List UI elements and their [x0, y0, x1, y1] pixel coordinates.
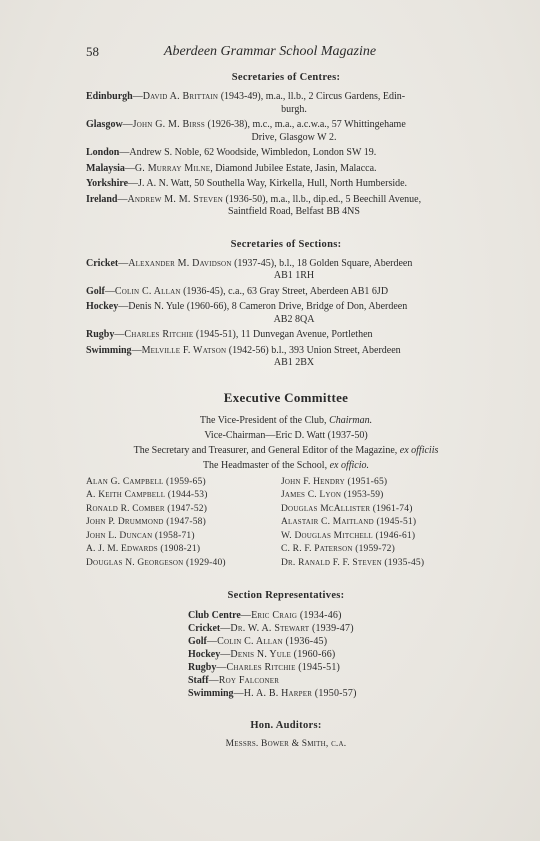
list-item — [86, 345, 486, 370]
list-item — [86, 119, 486, 144]
entry-details: Andrew S. Noble, 62 Woodside, Wimbledon, London SW 19. — [129, 147, 377, 158]
officer-role: Chairman. — [329, 414, 373, 426]
list-item — [86, 194, 486, 219]
officer-text: Vice-Chairman—Eric D. Watt (1937-50) — [204, 429, 368, 441]
officer-role: ex officiis — [399, 444, 439, 456]
rep-section: Swimming — [188, 688, 234, 699]
entry-dash: — — [122, 119, 133, 130]
entry-name: David A. Brittain — [142, 91, 219, 102]
committee-column-right — [281, 476, 486, 571]
entry-place: Golf — [86, 285, 105, 297]
entry-details: (1936-50), m.a., ll.b., dip.ed., 5 Beechill Avenue, — [222, 193, 422, 205]
rep-name: —Denis N. Yule (1960-66) — [220, 649, 336, 660]
entry-dash: — — [118, 301, 129, 312]
entry-place: Rugby — [86, 329, 115, 340]
sections-section — [86, 239, 486, 370]
entry-details: (1937-45), b.l., 18 Golden Square, Aberdeen — [231, 257, 413, 269]
rep-section: Cricket — [188, 623, 221, 634]
sections-list — [86, 258, 486, 370]
rep-name: —Roy Falconer — [208, 675, 280, 686]
rep-name: —Eric Craig (1934-46) — [240, 610, 342, 621]
entry-place: Edinburgh — [86, 91, 133, 102]
representatives-heading: Section Representatives: — [227, 590, 345, 601]
officer-text: The Headmaster of the School, — [202, 459, 330, 471]
officer-role: ex officio. — [329, 459, 370, 471]
entry-dash: — — [131, 344, 142, 356]
auditors-heading: Hon. Auditors: — [250, 720, 322, 731]
officer-line — [86, 444, 486, 457]
committee-member: W. Douglas Mitchell (1946-61) — [281, 530, 416, 541]
representatives-section — [86, 590, 486, 700]
entry-continuation: Drive, Glasgow W 2. — [251, 131, 337, 143]
rep-name: —Charles Ritchie (1945-51) — [216, 662, 341, 673]
executive-officers — [86, 414, 486, 472]
list-item — [188, 635, 486, 648]
entry-details: (1926-38), m.c., m.a., a.c.w.a., 57 Whittingehame — [205, 119, 406, 130]
committee-member: John P. Drummond (1947-58) — [86, 517, 206, 527]
list-item — [86, 178, 486, 191]
entry-name: Melville F. Watson — [141, 344, 227, 356]
entry-place: Malaysia — [86, 162, 125, 174]
committee-member: C. R. F. Paterson (1959-72) — [281, 544, 395, 554]
entry-dash: — — [104, 285, 115, 297]
rep-section: Rugby — [188, 662, 217, 673]
entry-continuation: AB2 8QA — [273, 313, 315, 325]
officer-line — [86, 429, 486, 442]
centres-section — [86, 72, 486, 219]
entry-details: (1945-51), 11 Dunvegan Avenue, Portlethen — [193, 329, 373, 340]
entry-details: J. A. N. Watt, 50 Southella Way, Kirkella, Hull, North Humberside. — [138, 178, 408, 189]
entry-name: G. Murray Milne — [134, 162, 211, 174]
entry-continuation: Saintfield Road, Belfast BB 4NS — [228, 206, 360, 217]
entry-details: (1943-49), m.a., ll.b., 2 Circus Gardens, Edin- — [218, 91, 406, 102]
executive-heading: Executive Committee — [223, 389, 349, 405]
sections-heading: Secretaries of Sections: — [230, 238, 342, 250]
page-content — [86, 72, 486, 769]
auditors-name: Messrs. Bower & Smith, c.a. — [225, 739, 347, 749]
committee-member: James C. Lyon (1953-59) — [281, 490, 384, 500]
rep-section: Golf — [188, 636, 207, 647]
entry-place: Yorkshire — [86, 178, 129, 189]
auditors-section — [86, 720, 486, 749]
committee-member: John L. Duncan (1958-71) — [86, 530, 195, 541]
entry-place: Cricket — [86, 257, 119, 269]
entry-name: Colin C. Allan — [114, 285, 181, 297]
list-item — [86, 286, 486, 299]
entry-details: (1936-45), c.a., 63 Gray Street, Aberdeen AB1 6JD — [180, 285, 389, 297]
list-item — [188, 687, 486, 700]
list-item — [188, 648, 486, 661]
committee-member: A. J. M. Edwards (1908-21) — [86, 544, 201, 554]
entry-continuation: AB1 2BX — [273, 357, 315, 368]
rep-section: Staff — [188, 675, 209, 686]
list-item — [188, 609, 486, 622]
list-item — [86, 329, 486, 342]
entry-dash: — — [114, 329, 125, 340]
entry-dash: — — [118, 257, 129, 269]
entry-continuation: AB1 1RH — [273, 270, 315, 281]
entry-name: Andrew M. M. Steven — [127, 193, 223, 205]
entry-name: John G. M. Birss — [132, 119, 205, 130]
officer-line — [86, 414, 486, 427]
representatives-list — [86, 609, 486, 700]
list-item — [188, 661, 486, 674]
list-item — [86, 163, 486, 176]
officer-text: The Secretary and Treasurer, and General Editor of the Magazine, — [133, 444, 400, 456]
committee-member: Douglas N. Georgeson (1929-40) — [86, 557, 226, 568]
list-item — [86, 147, 486, 160]
entry-details: Denis N. Yule (1960-66), 8 Cameron Drive, Bridge of Don, Aberdeen — [128, 301, 408, 312]
entry-dash: — — [132, 91, 143, 102]
officer-text: The Vice-President of the Club, — [199, 414, 330, 426]
rep-name: —H. A. B. Harper (1950-57) — [233, 688, 357, 699]
centres-list — [86, 91, 486, 219]
entry-place: Hockey — [86, 301, 119, 312]
entry-details: (1942-56) b.l., 393 Union Street, Aberdeen — [226, 344, 401, 356]
entry-dash: — — [128, 178, 139, 189]
rep-section: Hockey — [188, 649, 221, 660]
rep-name: —Dr. W. A. Stewart (1939-47) — [220, 623, 354, 634]
list-item — [86, 91, 486, 116]
journal-title: Aberdeen Grammar School Magazine — [163, 44, 377, 59]
entry-place: London — [86, 147, 120, 158]
entry-dash: — — [124, 162, 135, 174]
committee-member: A. Keith Campbell (1944-53) — [86, 490, 208, 500]
entry-place: Glasgow — [86, 119, 123, 130]
committee-member: Douglas McAllister (1961-74) — [281, 503, 413, 514]
entry-continuation: burgh. — [281, 103, 307, 115]
list-item — [188, 674, 486, 687]
entry-details: , Diamond Jubilee Estate, Jasin, Malacca. — [210, 162, 377, 174]
entry-place: Ireland — [86, 193, 118, 205]
executive-section — [86, 390, 486, 571]
entry-dash: — — [119, 147, 130, 158]
entry-place: Swimming — [86, 344, 132, 356]
running-header — [0, 44, 540, 64]
page-number: 58 — [86, 44, 99, 59]
committee-member: Alastair C. Maitland (1945-51) — [281, 517, 417, 527]
committee-member: Ronald R. Comber (1947-52) — [86, 503, 208, 514]
committee-column-left — [86, 476, 281, 571]
entry-name: Charles Ritchie — [124, 329, 194, 340]
list-item — [188, 622, 486, 635]
entry-name: Alexander M. Davidson — [128, 257, 232, 269]
committee-member: Dr. Ranald F. F. Steven (1935-45) — [281, 557, 425, 568]
officer-line — [86, 459, 486, 472]
list-item — [86, 258, 486, 283]
list-item — [86, 301, 486, 326]
committee-member: John F. Hendry (1951-65) — [281, 476, 388, 487]
committee-members — [86, 476, 486, 571]
rep-name: —Colin C. Allan (1936-45) — [206, 636, 328, 647]
rep-section: Club Centre — [188, 610, 241, 621]
centres-heading: Secretaries of Centres: — [231, 72, 341, 83]
entry-dash: — — [117, 193, 128, 205]
committee-member: Alan G. Campbell (1959-65) — [86, 476, 206, 487]
